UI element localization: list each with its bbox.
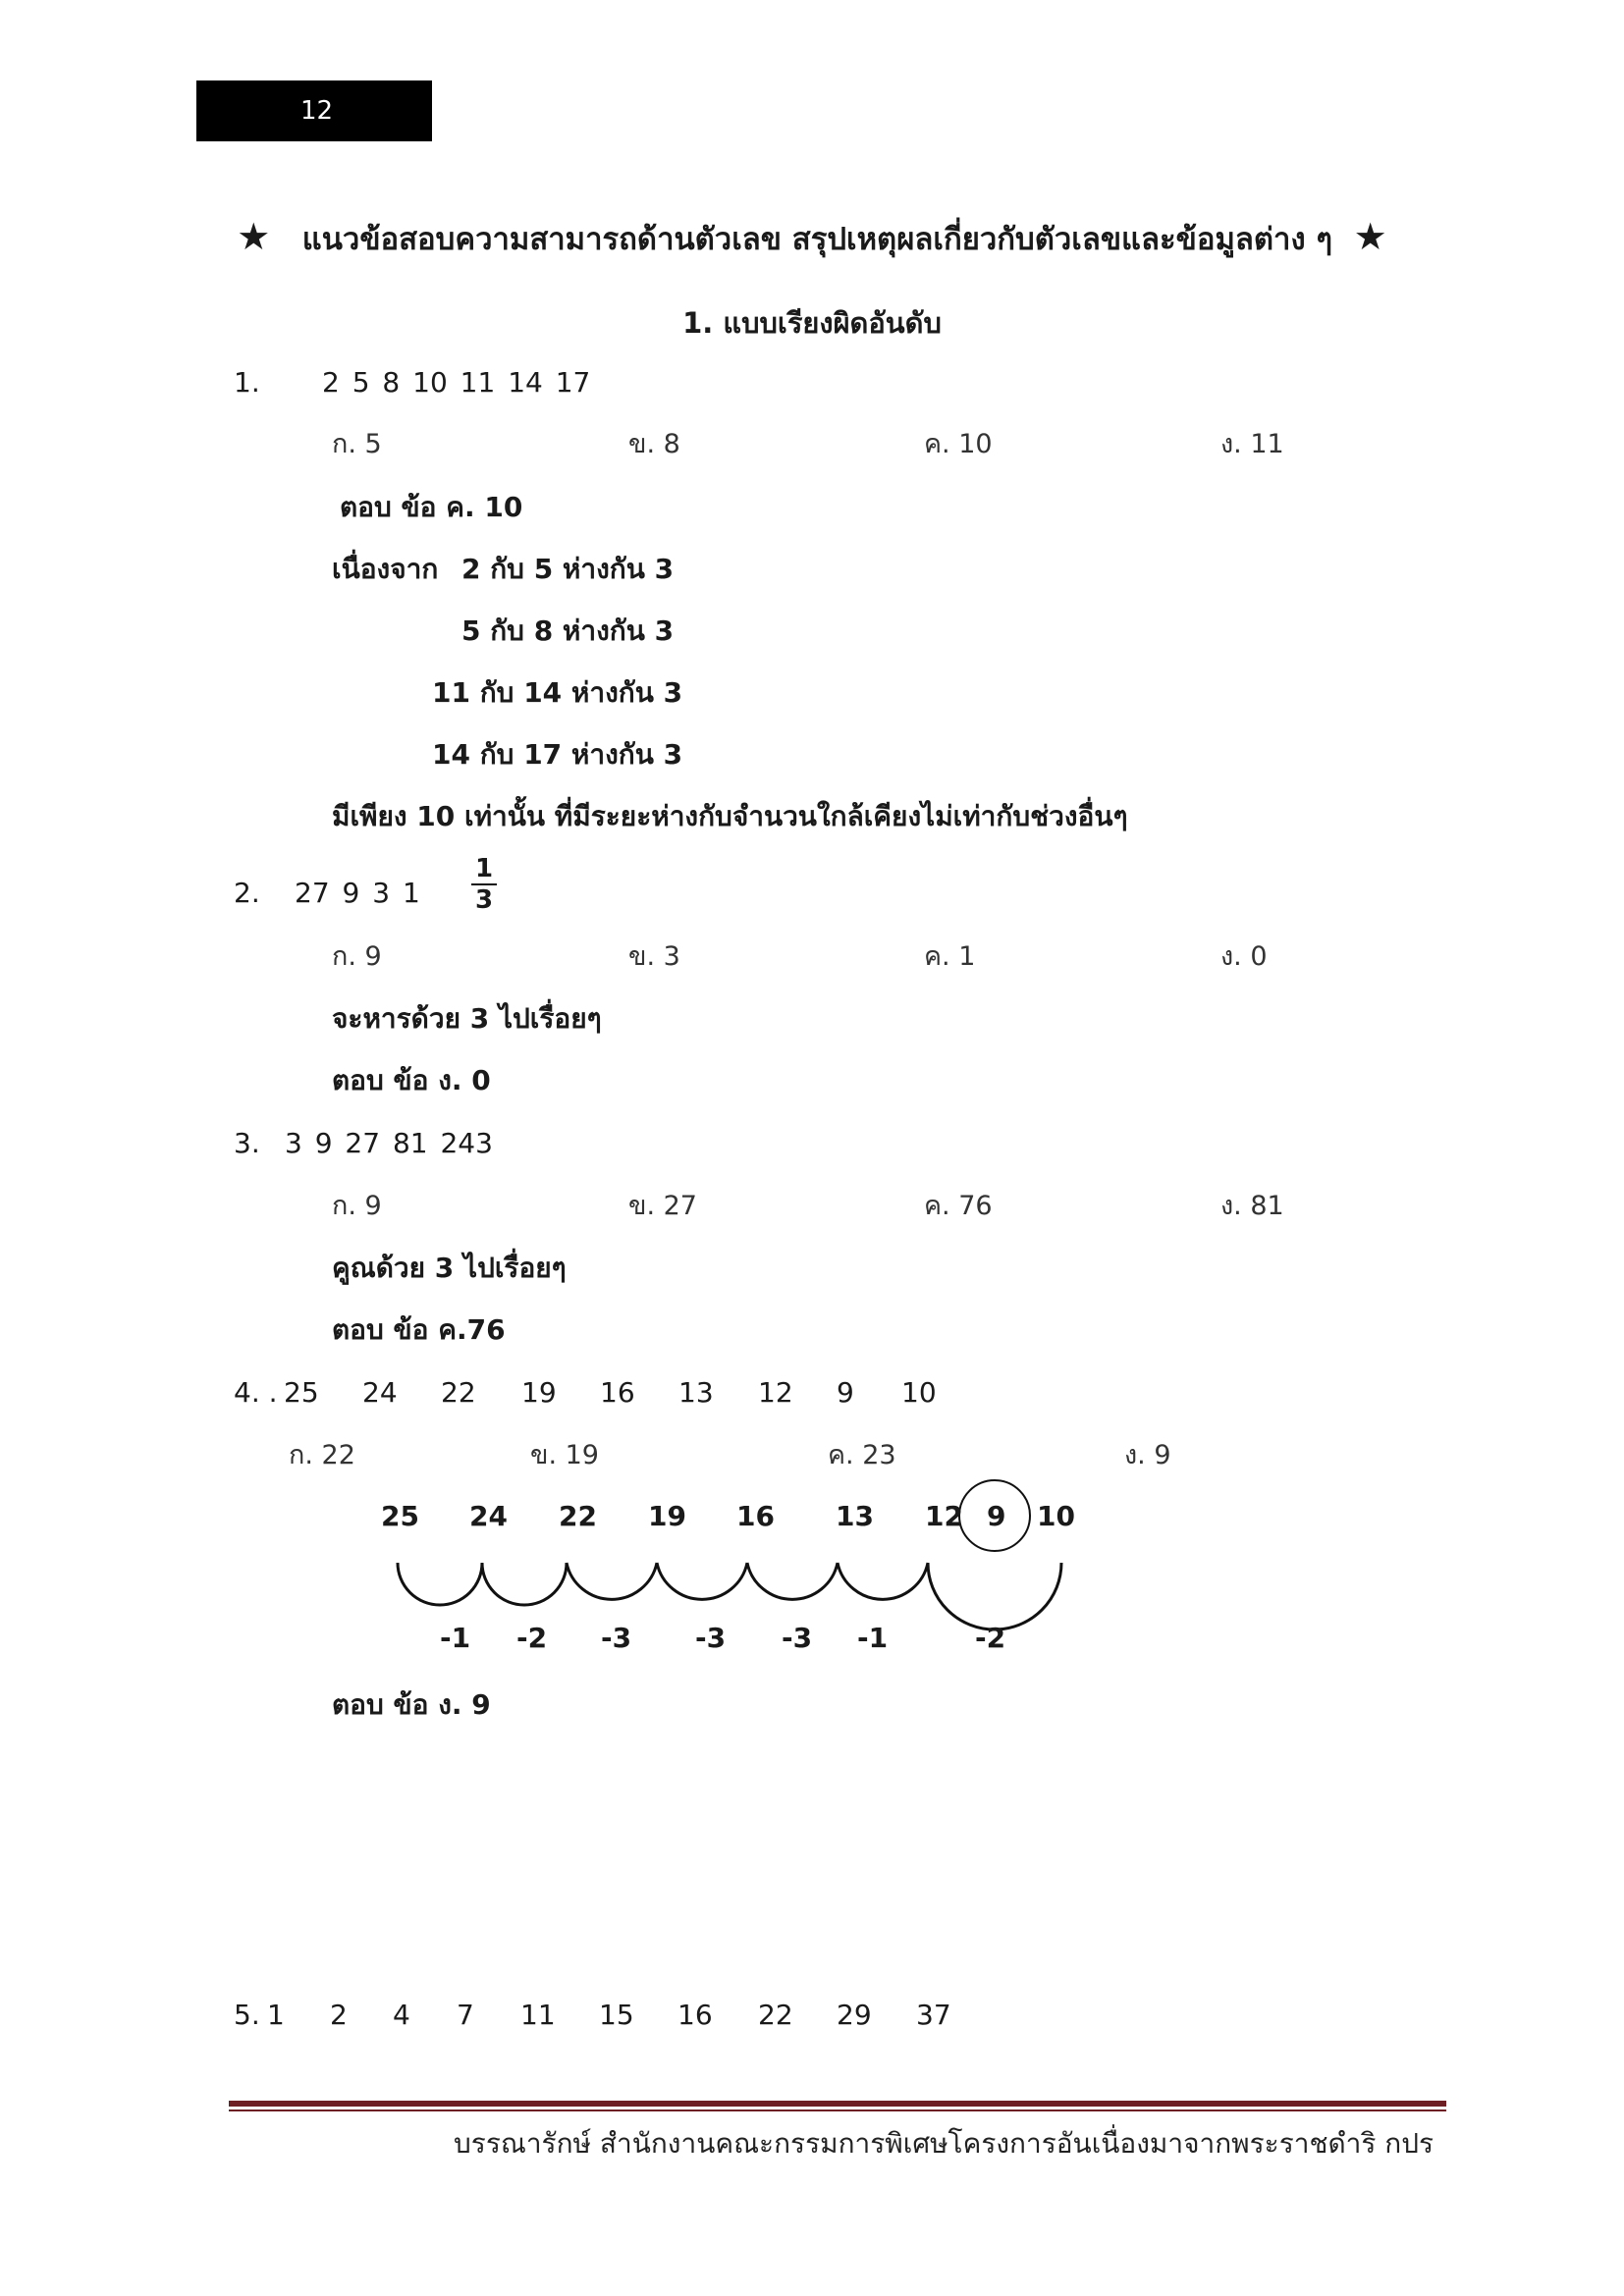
q1-explain-line: 11 กับ 14 ห่างกัน 3: [432, 676, 683, 709]
diagram-difference: -3: [782, 1622, 813, 1654]
footer-text: บรรณารักษ์ สำนักงานคณะกรรมการพิเศษโครงการอันเนื่องมาจากพระราชดำริ กปร: [454, 2127, 1435, 2160]
title-text: แนวข้อสอบความสามารถด้านตัวเลข สรุปเหตุผลเกี่ยวกับตัวเลขและข้อมูลต่าง ๆ: [301, 222, 1333, 257]
diagram-difference: -1: [857, 1622, 889, 1654]
q4-seq-item: 12: [758, 1376, 793, 1409]
q3-option-a: ก. 9: [332, 1191, 382, 1221]
q5-seq-item: 4: [393, 1999, 410, 2031]
diagram-difference: -2: [516, 1622, 548, 1654]
q4-seq-item: 16: [600, 1376, 635, 1409]
diagram-number: 19: [648, 1500, 686, 1532]
q3-option-d: ง. 81: [1220, 1191, 1284, 1221]
fraction-numerator: 1: [471, 854, 497, 885]
q3-sequence: 3 9 27 81 243: [285, 1127, 493, 1159]
q3-number: 3.: [234, 1127, 260, 1159]
q4-number: 4. .: [234, 1376, 278, 1409]
diagram-number: 13: [836, 1500, 874, 1532]
footer-rule-thick: [229, 2101, 1446, 2107]
q1-number: 1.: [234, 366, 260, 399]
diagram-difference: -3: [601, 1622, 632, 1654]
q4-answer: ตอบ ข้อ ง. 9: [332, 1688, 491, 1721]
q1-explain-line: 14 กับ 17 ห่างกัน 3: [432, 738, 683, 771]
diagram-arc: [567, 1563, 657, 1599]
q2-number: 2.: [234, 877, 260, 909]
q1-answer: ตอบ ข้อ ค. 10: [340, 491, 523, 523]
q3-explain: คูณด้วย 3 ไปเรื่อยๆ: [332, 1252, 567, 1284]
diagram-number: 16: [736, 1500, 775, 1532]
q4-seq-item: 9: [837, 1376, 854, 1409]
diagram-arc: [928, 1563, 1061, 1629]
q4-seq-item: 22: [441, 1376, 476, 1409]
q1-explain-lead: เนื่องจาก: [332, 553, 439, 585]
diagram-arc: [398, 1563, 482, 1605]
footer-rule-thin: [229, 2109, 1446, 2111]
diagram-arc: [657, 1563, 747, 1599]
q1-option-d: ง. 11: [1220, 429, 1284, 459]
q2-option-d: ง. 0: [1220, 941, 1268, 972]
q5-seq-item: 22: [758, 1999, 793, 2031]
q4-seq-item: 19: [521, 1376, 557, 1409]
diagram-number: 10: [1037, 1500, 1075, 1532]
diagram-number-circled: 9: [987, 1500, 1006, 1532]
q5-seq-item: 7: [457, 1999, 474, 2031]
q2-sequence: 27 9 3 1: [295, 877, 420, 909]
q1-sequence: 2 5 8 10 11 14 17: [322, 366, 591, 399]
q2-explain: จะหารด้วย 3 ไปเรื่อยๆ: [332, 1002, 602, 1035]
star-icon: ★: [1353, 215, 1387, 258]
diagram-arc: [838, 1563, 928, 1599]
q4-seq-item: 13: [678, 1376, 714, 1409]
q4-seq-item: 24: [362, 1376, 398, 1409]
q5-seq-item: 15: [599, 1999, 634, 2031]
q4-option-a: ก. 22: [289, 1440, 355, 1470]
diagram-number: 12: [925, 1500, 963, 1532]
q2-answer: ตอบ ข้อ ง. 0: [332, 1064, 491, 1096]
fraction-denominator: 3: [475, 885, 494, 915]
q1-option-b: ข. 8: [628, 429, 680, 459]
diagram-arc: [482, 1563, 567, 1605]
q5-number: 5.: [234, 1999, 260, 2031]
q5-seq-item: 29: [837, 1999, 872, 2031]
q1-conclusion: มีเพียง 10 เท่านั้น ที่มีระยะห่างกับจำนวนใกล้เคียงไม่เท่ากับช่วงอื่นๆ: [332, 800, 1128, 832]
section-subtitle: 1. แบบเรียงผิดอันดับ: [682, 306, 942, 340]
q4-option-b: ข. 19: [530, 1440, 599, 1470]
q5-seq-item: 2: [330, 1999, 348, 2031]
diagram-number: 22: [559, 1500, 597, 1532]
q2-option-b: ข. 3: [628, 941, 680, 972]
q4-option-d: ง. 9: [1124, 1440, 1171, 1470]
diagram-number: 24: [469, 1500, 508, 1532]
q4-seq-item: 10: [901, 1376, 937, 1409]
q3-answer: ตอบ ข้อ ค.76: [332, 1313, 506, 1346]
diagram-arc: [747, 1563, 838, 1599]
page-number: 12: [300, 96, 334, 126]
q4-seq-item: 25: [284, 1376, 319, 1409]
q5-seq-item: 1: [267, 1999, 285, 2031]
q1-explain-line: 2 กับ 5 ห่างกัน 3: [461, 553, 675, 585]
diagram-number: 25: [381, 1500, 419, 1532]
star-icon: ★: [237, 215, 271, 258]
q1-option-c: ค. 10: [924, 429, 993, 459]
q3-option-c: ค. 76: [924, 1191, 993, 1221]
diagram-difference: -2: [975, 1622, 1006, 1654]
q5-seq-item: 11: [520, 1999, 556, 2031]
q2-option-a: ก. 9: [332, 941, 382, 972]
q5-seq-item: 37: [916, 1999, 951, 2031]
q5-seq-item: 16: [677, 1999, 713, 2031]
diagram-difference: -3: [695, 1622, 727, 1654]
q3-option-b: ข. 27: [628, 1191, 697, 1221]
q2-option-c: ค. 1: [924, 941, 976, 972]
diagram-difference: -1: [440, 1622, 471, 1654]
q1-option-a: ก. 5: [332, 429, 382, 459]
q4-option-c: ค. 23: [828, 1440, 896, 1470]
q1-explain-line: 5 กับ 8 ห่างกัน 3: [461, 614, 675, 647]
